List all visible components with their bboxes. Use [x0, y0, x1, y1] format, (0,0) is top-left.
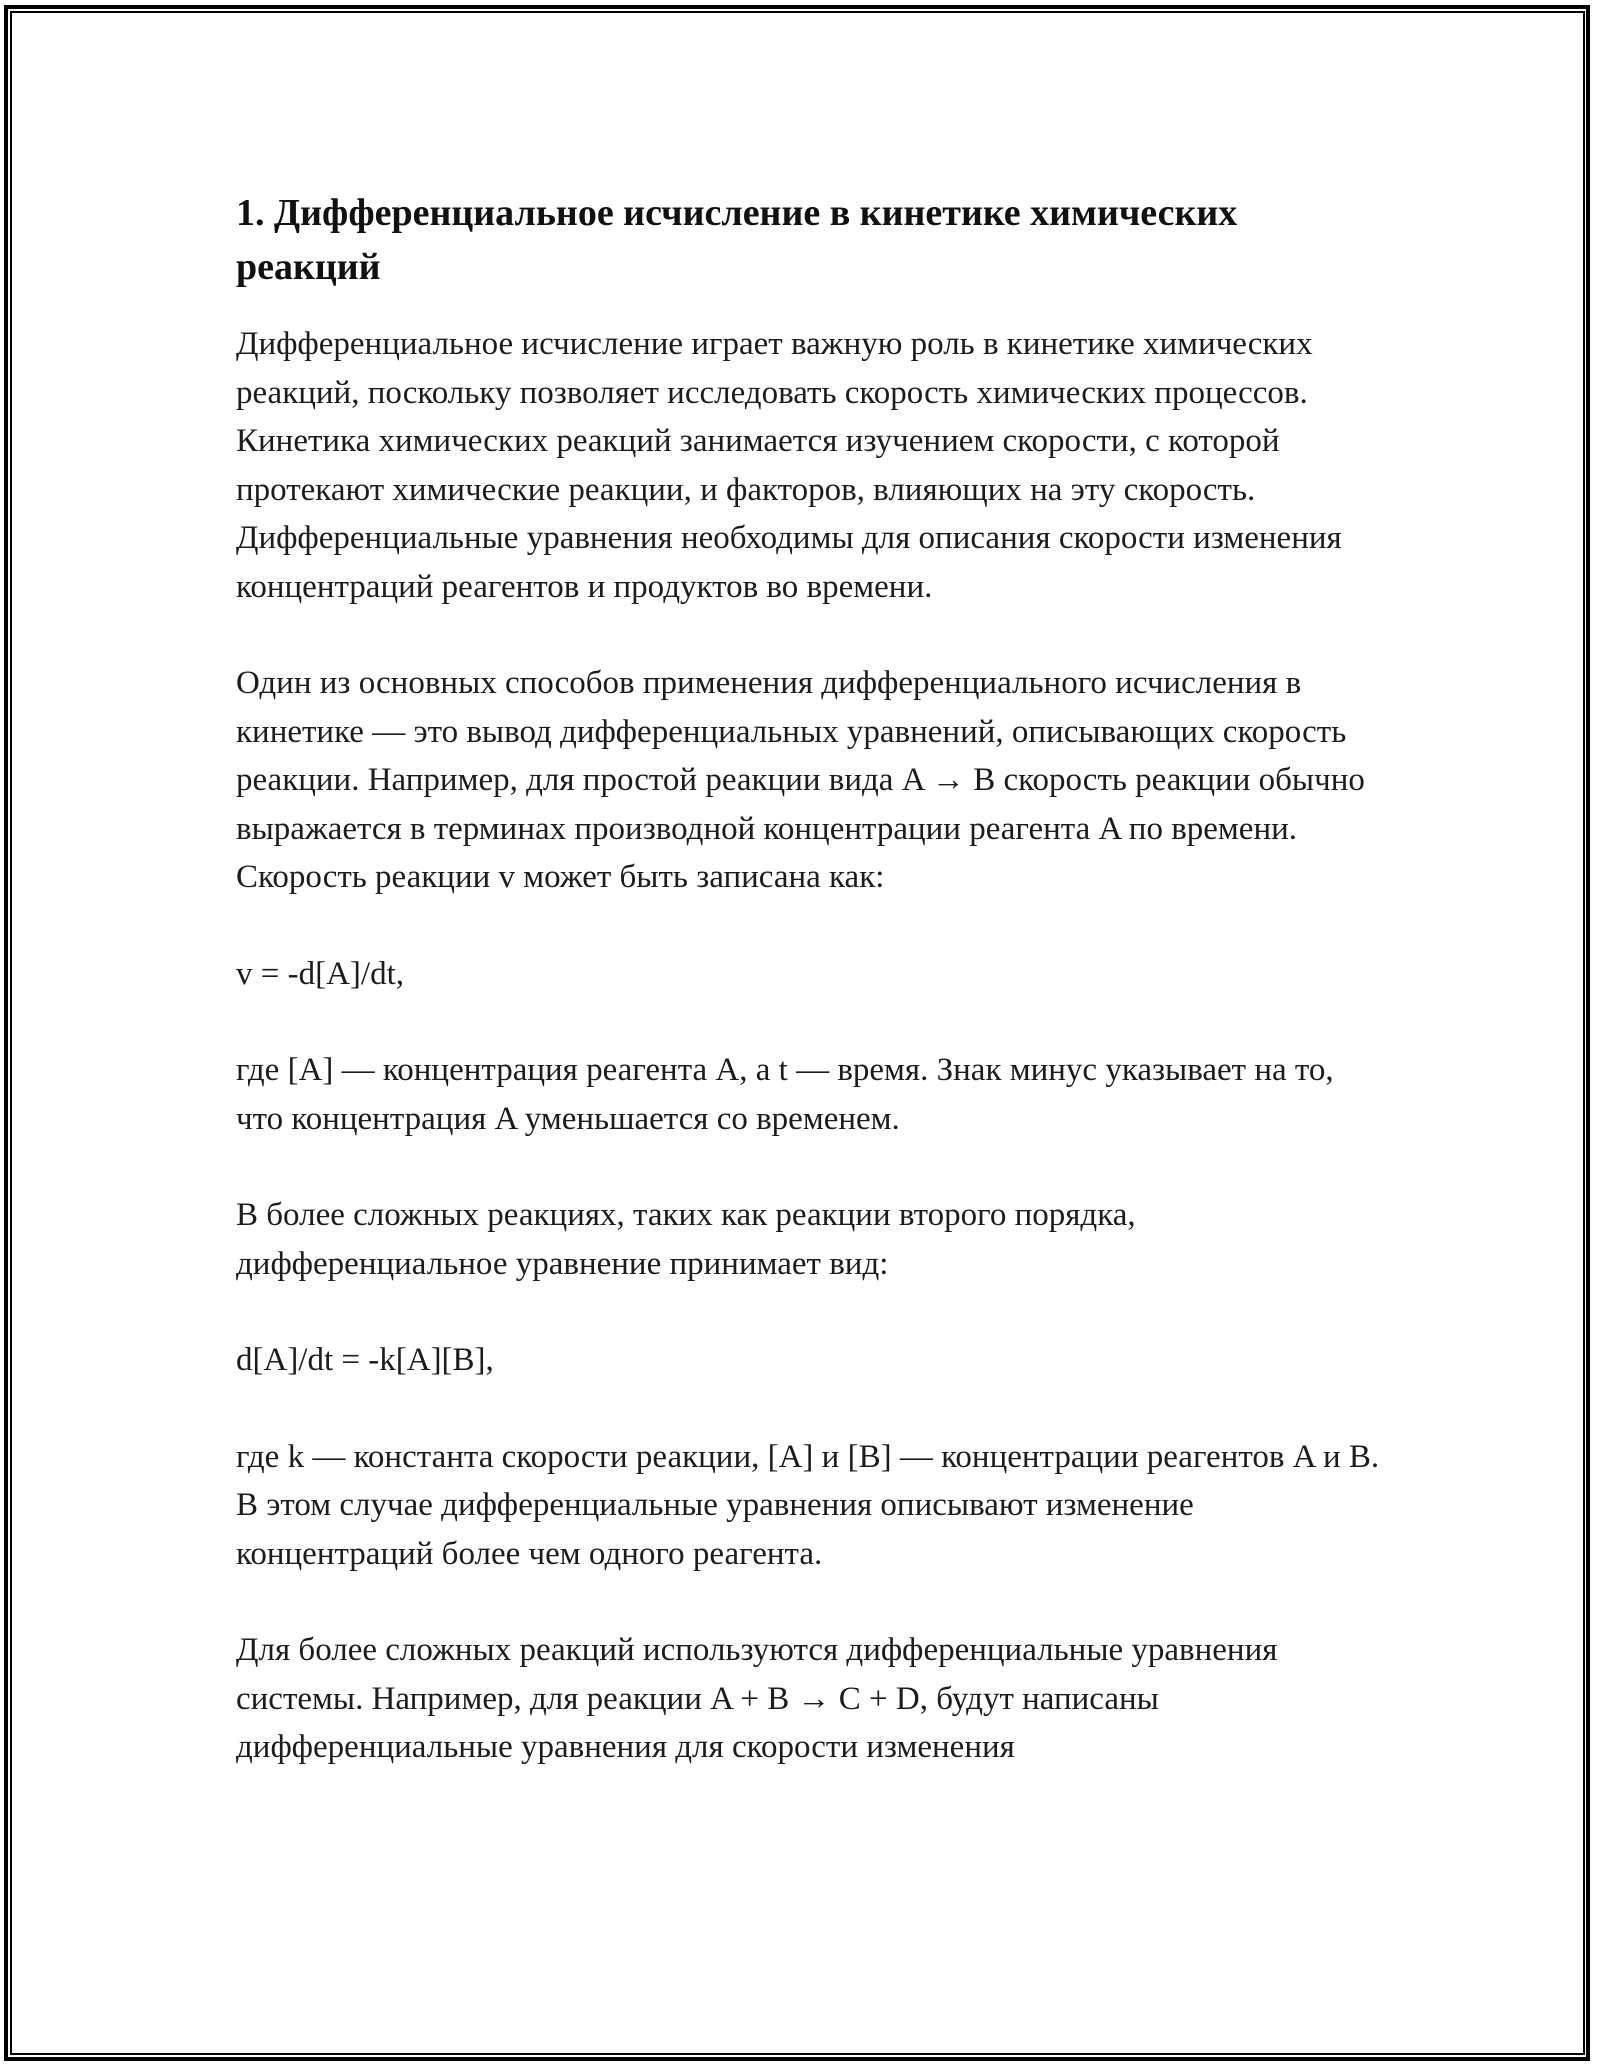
paragraph-methods: Один из основных способов применения дифференциального исчисления в кинетике — это вывод дифференциальных уравнений, описывающих скорость реакции. Например, для простой реакции вида A → B скорость реакции обычно выражается в терминах производной концентрации реагента A по времени. Скорость реакции v может быть записана как:	[236, 665, 1365, 895]
section-heading: 1. Дифференциальное исчисление в кинетике химических реакций	[236, 192, 1238, 288]
paragraph-second-order-explanation: где k — константа скорости реакции, [A] и [B] — концентрации реагентов A и B. В этом случае дифференциальные уравнения описывают изменение концентраций более чем одного реагента.	[236, 1438, 1380, 1572]
paragraph-intro: Дифференциальное исчисление играет важную роль в кинетике химических реакций, поскольку позволяет исследовать скорость химических процессов. Кинетика химических реакций занимается изучением скорости, с которой протекают химические реакции, и факторов, влияющих на эту скорость. Дифференциальные уравнения необходимы для описания скорости изменения концентраций реагентов и продуктов во времени.	[236, 326, 1342, 605]
equation-second-order: d[A]/dt = -k[A][B],	[236, 1342, 494, 1378]
paragraph-rate-explanation: где [A] — концентрация реагента A, а t — время. Знак минус указывает на то, что концентрация A уменьшается со временем.	[236, 1052, 1334, 1137]
paragraph-systems: Для более сложных реакций используются дифференциальные уравнения системы. Например, для реакции A + B → C + D, будут написаны дифференциальные уравнения для скорости изменения	[236, 1632, 1278, 1765]
document-body	[236, 186, 1386, 1820]
equation-rate: v = -d[A]/dt,	[236, 955, 404, 992]
paragraph-second-order: В более сложных реакциях, таких как реакции второго порядка, дифференциальное уравнение принимает вид:	[236, 1197, 1136, 1282]
